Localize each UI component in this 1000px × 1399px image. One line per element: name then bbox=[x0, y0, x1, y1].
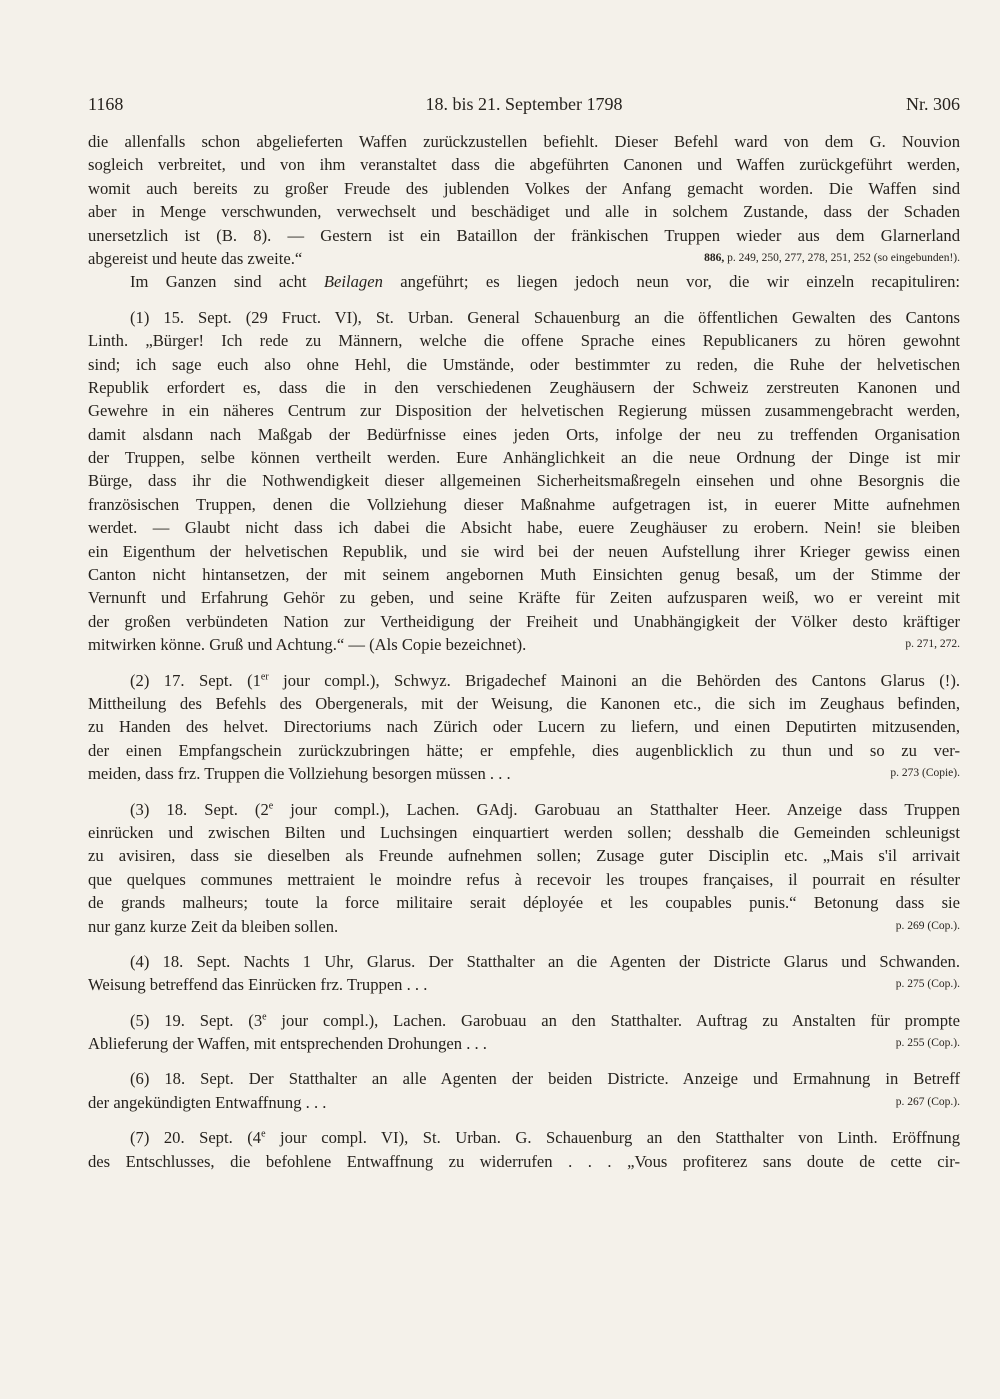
text-line: einrücken und zwischen Bilten und Luchsingen einquartiert werden sollen; desshalb die Gemeinden schleunigst bbox=[88, 822, 960, 842]
text-line-end: abgereist und heute das zweite.“ bbox=[88, 248, 303, 268]
superscript: er bbox=[260, 671, 269, 683]
text-line: Gewehre in ein näheres Centrum zur Disposition der helvetischen Regierung müssen zusammengebracht werden, bbox=[88, 401, 960, 421]
intro-text: angeführt; es liegen jedoch neun vor, die wir einzeln recapituliren: bbox=[382, 272, 961, 292]
text-line bbox=[88, 1091, 960, 1114]
text-line-end: meiden, dass frz. Truppen die Vollziehung besorgen müssen . . . bbox=[88, 764, 511, 784]
enclosure-3 bbox=[88, 798, 960, 938]
enclosure-6 bbox=[88, 1067, 960, 1114]
text-line-end: Weisung betreffend das Einrücken frz. Truppen . . . bbox=[88, 975, 428, 995]
intro-text: Im Ganzen sind acht bbox=[130, 272, 324, 292]
text-line: zu avisiren, dass sie dieselben als Freunde aufnehmen sollen; Zusage guter Disciplin etc. „Mais s'il arrivait bbox=[88, 846, 960, 866]
text-line: aber in Menge verschwunden, verwechselt und beschädiget und alle in solchem Zustande, dass der Schaden bbox=[88, 202, 960, 222]
source-reference: p. 269 (Cop.). bbox=[895, 919, 960, 932]
text-line-end: mitwirken könne. Gruß und Achtung.“ — (Als Copie bezeichnet). bbox=[88, 635, 527, 655]
text-line bbox=[88, 798, 960, 821]
line-part: jour compl.), Lachen. Garobuau an den Statthalter. Auftrag zu Anstalten für prompte bbox=[266, 1010, 960, 1030]
source-reference bbox=[704, 247, 960, 270]
text-line bbox=[88, 915, 960, 938]
intro-paragraph bbox=[88, 270, 960, 293]
superscript: e bbox=[262, 1011, 267, 1023]
enclosure-4 bbox=[88, 950, 960, 997]
text-line: sind; ich sage euch also ohne Hehl, die Umstände, oder bestimmter zu reden, die Ruhe der helvetischen bbox=[88, 354, 960, 374]
text-line: Mittheilung des Befehls des Obergenerals, mit der Weisung, die Kanonen etc., die sich im Zeughaus befinden, bbox=[88, 693, 960, 713]
text-line-end: Ablieferung der Waffen, mit entsprechenden Drohungen . . . bbox=[88, 1034, 487, 1054]
source-reference: p. 271, 272. bbox=[905, 638, 960, 651]
text-line bbox=[88, 247, 960, 270]
text-line-end: nur ganz kurze Zeit da bleiben sollen. bbox=[88, 916, 339, 936]
document-number: Nr. 306 bbox=[906, 94, 960, 114]
line-part: jour compl.), Lachen. GAdj. Garobuau an Statthalter Heer. Anzeige dass Truppen bbox=[273, 799, 960, 819]
line-part: (5) 19. Sept. (3 bbox=[130, 1010, 263, 1030]
text-line: der Truppen, selbe können vertheilt werden. Eure Anhänglichkeit an die neue Ordnung der Dinge ist mir bbox=[88, 448, 960, 468]
text-line: Canton nicht hintansetzen, der mit seinem angebornen Muth Einsichten genug besaß, um der Stimme der bbox=[88, 565, 960, 585]
reference-number: 886, bbox=[704, 251, 725, 264]
source-reference: p. 273 (Copie). bbox=[890, 767, 960, 780]
line-part: (2) 17. Sept. (1 bbox=[130, 670, 261, 690]
text-line bbox=[88, 1009, 960, 1032]
text-line bbox=[88, 1032, 960, 1055]
page-number: 1168 bbox=[88, 94, 124, 114]
text-line bbox=[88, 633, 960, 656]
text-line: ein Eigenthum der helvetischen Republik, und sie wird bei der neuen Aufstellung ihrer Krieger gewiss einen bbox=[88, 541, 960, 561]
text-line bbox=[88, 1126, 960, 1149]
text-line bbox=[88, 762, 960, 785]
source-reference: p. 275 (Cop.). bbox=[895, 978, 960, 991]
superscript: e bbox=[261, 1128, 266, 1140]
paragraph-continuation bbox=[88, 130, 960, 270]
source-reference: p. 267 (Cop.). bbox=[895, 1095, 960, 1108]
enclosure-7 bbox=[88, 1126, 960, 1173]
superscript: e bbox=[268, 800, 274, 812]
text-line: womit auch bereits zu großer Freude des jublenden Volkes der Anfang gemacht worden. Die Waffen sind bbox=[88, 178, 960, 198]
enclosure-5 bbox=[88, 1009, 960, 1056]
text-line: die allenfalls schon abgelieferten Waffen zurückzustellen befiehlt. Dieser Befehl ward von dem G. Nouvion bbox=[88, 132, 960, 151]
text-line: (1) 15. Sept. (29 Fruct. VI), St. Urban. General Schauenburg an die öffentlichen Gewalten des Cantons bbox=[130, 307, 960, 327]
text-line-end: der angekündigten Entwaffnung . . . bbox=[88, 1092, 327, 1112]
running-header bbox=[88, 94, 960, 120]
text-line: der einen Empfangschein zurückzubringen hätte; er empfehle, dies augenblicklich zu thun und so zu ver- bbox=[88, 740, 960, 760]
text-line: des Entschlusses, die befohlene Entwaffnung zu widerrufen . . . „Vous profiterez sans doute de cette cir- bbox=[88, 1151, 960, 1171]
text-line bbox=[88, 973, 960, 996]
enclosure-2 bbox=[88, 669, 960, 786]
text-line: französischen Truppen, denen die Vollziehung dieser Maßnahme aufgetragen ist, in euerer Mitte aufnehmen bbox=[88, 494, 960, 514]
text-line: zu Handen des helvet. Directoriums nach Zürich oder Lucern zu liefern, und einen Deputirten mitzusenden, bbox=[88, 717, 960, 737]
text-line: Republik erfordert es, dass die in den verschiedenen Zeughäusern der Schweiz zerstreuten Kanonen und bbox=[88, 377, 960, 397]
text-line: werdet. — Glaubt nicht dass ich dabei die Absicht habe, euere Zeughäuser zu erobern. Nein! sie bleiben bbox=[88, 518, 960, 538]
text-line: que quelques communes mettraient le moindre refus à recevoir les troupes françaises, il pourrait en résulter bbox=[88, 869, 960, 889]
text-line: der großen verbündeten Nation zur Vertheidigung der Freiheit und Unabhängigkeit der Völker desto kräftiger bbox=[88, 611, 960, 631]
body-text bbox=[88, 130, 960, 1173]
source-reference: p. 255 (Cop.). bbox=[895, 1037, 960, 1050]
reference-pages: p. 249, 250, 277, 278, 251, 252 (so eingebunden!). bbox=[724, 251, 960, 264]
intro-emphasis: Beilagen bbox=[323, 272, 383, 292]
text-line bbox=[88, 669, 960, 692]
text-line: Vernunft und Erfahrung Gehör zu geben, und seine Kräfte für Zeiten aufzusparen weiß, wo er vereint mit bbox=[88, 588, 960, 608]
header-title: 18. bis 21. September 1798 bbox=[425, 94, 623, 114]
text-line: Linth. „Bürger! Ich rede zu Männern, welche die offene Sprache eines Republicaners zu hören gewohnt bbox=[88, 331, 960, 351]
line-part: jour compl.), Schwyz. Brigadechef Mainoni an die Behörden des Cantons Glarus (!). bbox=[268, 670, 960, 690]
line-part: jour compl. VI), St. Urban. G. Schauenburg an den Statthalter von Linth. Eröffnung bbox=[265, 1128, 960, 1148]
text-line: (4) 18. Sept. Nachts 1 Uhr, Glarus. Der Statthalter an die Agenten der Districte Glarus und Schwanden. bbox=[130, 951, 960, 971]
line-part: (3) 18. Sept. (2 bbox=[130, 799, 269, 819]
text-line: sogleich verbreitet, und von ihm veranstaltet dass die abgeführten Canonen und Waffen zurückgeführt werden, bbox=[88, 155, 960, 175]
text-line: (6) 18. Sept. Der Statthalter an alle Agenten der beiden Districte. Anzeige und Ermahnung in Betreff bbox=[130, 1069, 960, 1089]
text-line: Bürge, dass ihr die Nothwendigkeit dieser allgemeinen Sicherheitsmaßregeln einsehen und ohne Besorgnis die bbox=[88, 471, 960, 491]
enclosure-1 bbox=[88, 306, 960, 657]
text-line: de grands malheurs; toute la force militaire serait déployée et les coupables punis.“ Betonung dass sie bbox=[88, 893, 960, 913]
line-part: (7) 20. Sept. (4 bbox=[130, 1128, 262, 1148]
text-line: damit alsdann nach Maßgab der Bedürfnisse eines jeden Orts, infolge der neu zu treffenden Organisation bbox=[88, 424, 960, 444]
text-line: unersetzlich ist (B. 8). — Gestern ist ein Bataillon der fränkischen Truppen wieder aus dem Glarnerland bbox=[88, 225, 960, 245]
text-line bbox=[88, 270, 960, 293]
